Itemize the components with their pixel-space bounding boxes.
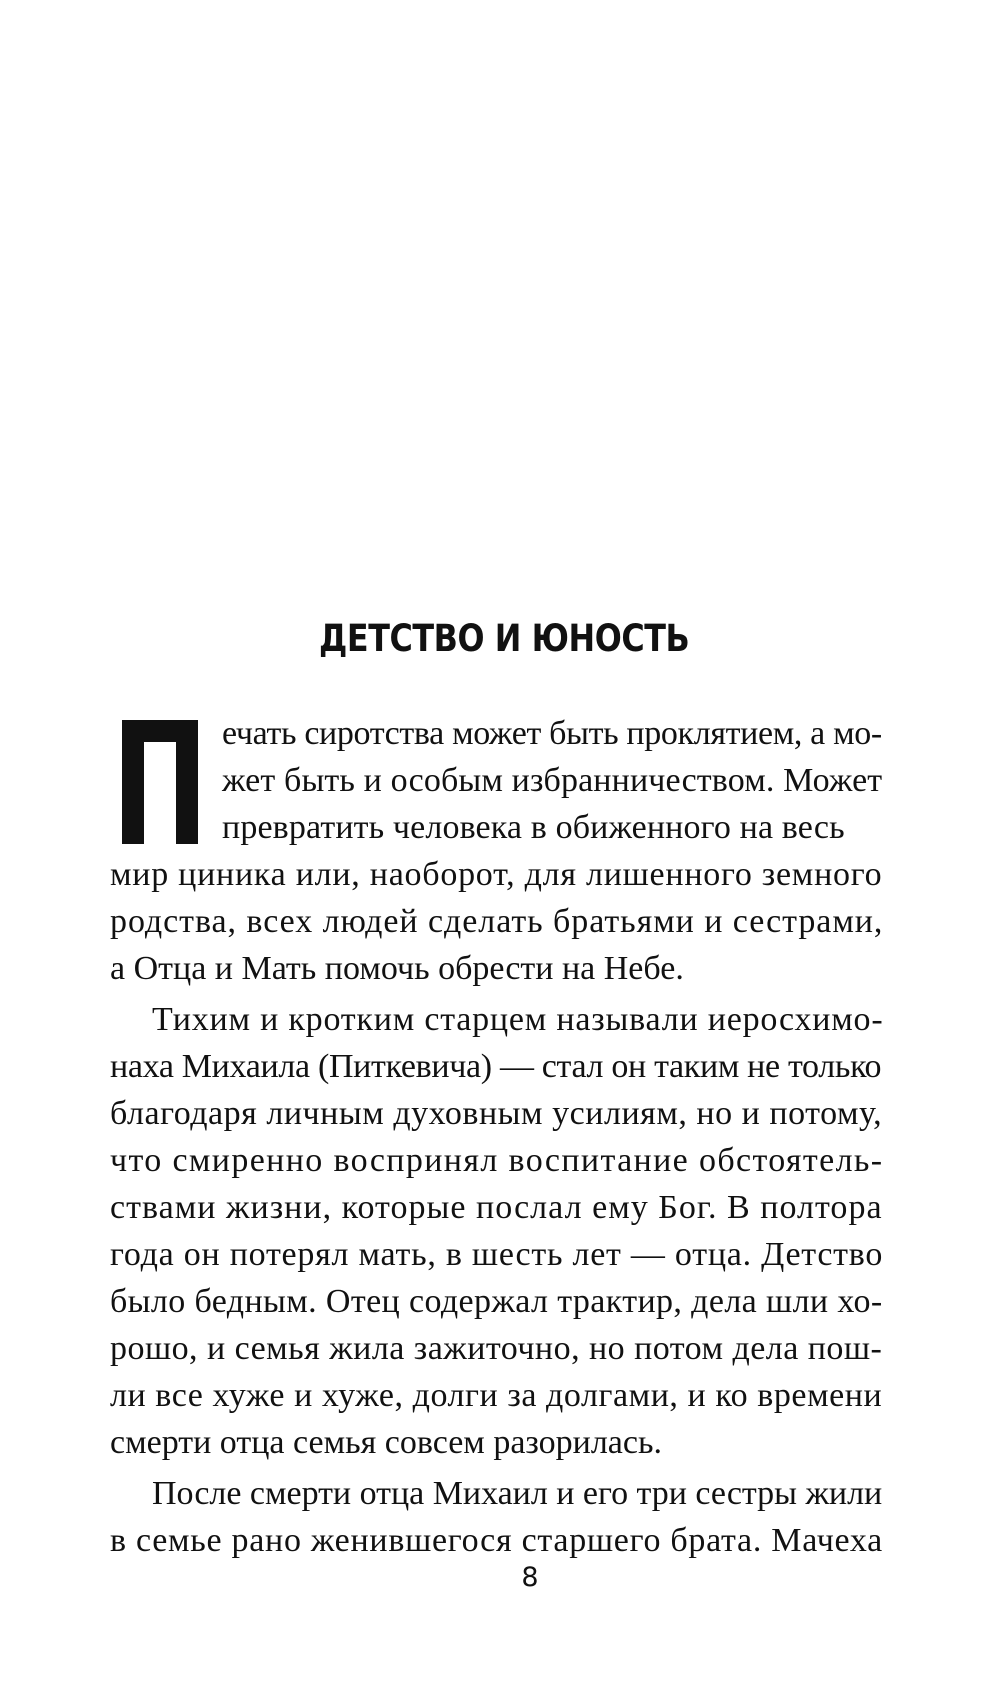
text-line: а Отца и Мать помочь обрести на Небе. (110, 950, 684, 987)
text-line: жет быть и особым избранничеством. Может (222, 762, 883, 799)
text-line: что смиренно воспринял воспитание обстоятель- (110, 1142, 884, 1179)
text-line: После смерти отца Михаил и его три сестры жили (152, 1475, 883, 1512)
page-number: 8 (521, 1562, 539, 1593)
text-line: благодаря личным духовным усилиям, но и потому, (110, 1095, 883, 1132)
text-line: Тихим и кротким старцем называли иеросхимо- (152, 1001, 884, 1038)
text-line: было бедным. Отец содержал трактир, дела шли хо- (110, 1283, 883, 1320)
text-line: родства, всех людей сделать братьями и сестрами, (110, 903, 884, 940)
text-line: ечать сиротства может быть проклятием, а мо- (222, 715, 882, 752)
text-line: в семье рано женившегося старшего брата. Мачеха (110, 1522, 883, 1559)
text-line: наха Михаила (Питкевича) — стал он таким не только (110, 1048, 882, 1085)
text-line: ствами жизни, которые послал ему Бог. В полтора (110, 1189, 883, 1226)
chapter-title: ДЕТСТВО И ЮНОСТЬ (318, 617, 690, 660)
text-line: рошо, и семья жила зажиточно, но потом дела пош- (110, 1330, 883, 1367)
text-line: смерти отца семья совсем разорилась. (110, 1424, 662, 1461)
text-line: мир циника или, наоборот, для лишенного земного (110, 856, 883, 893)
text-line: года он потерял мать, в шесть лет — отца. Детство (110, 1236, 884, 1273)
text-line: ли все хуже и хуже, долги за долгами, и ко времени (110, 1377, 883, 1414)
drop-cap-letter (118, 720, 194, 844)
text-line: превратить человека в обиженного на весь (222, 809, 845, 846)
